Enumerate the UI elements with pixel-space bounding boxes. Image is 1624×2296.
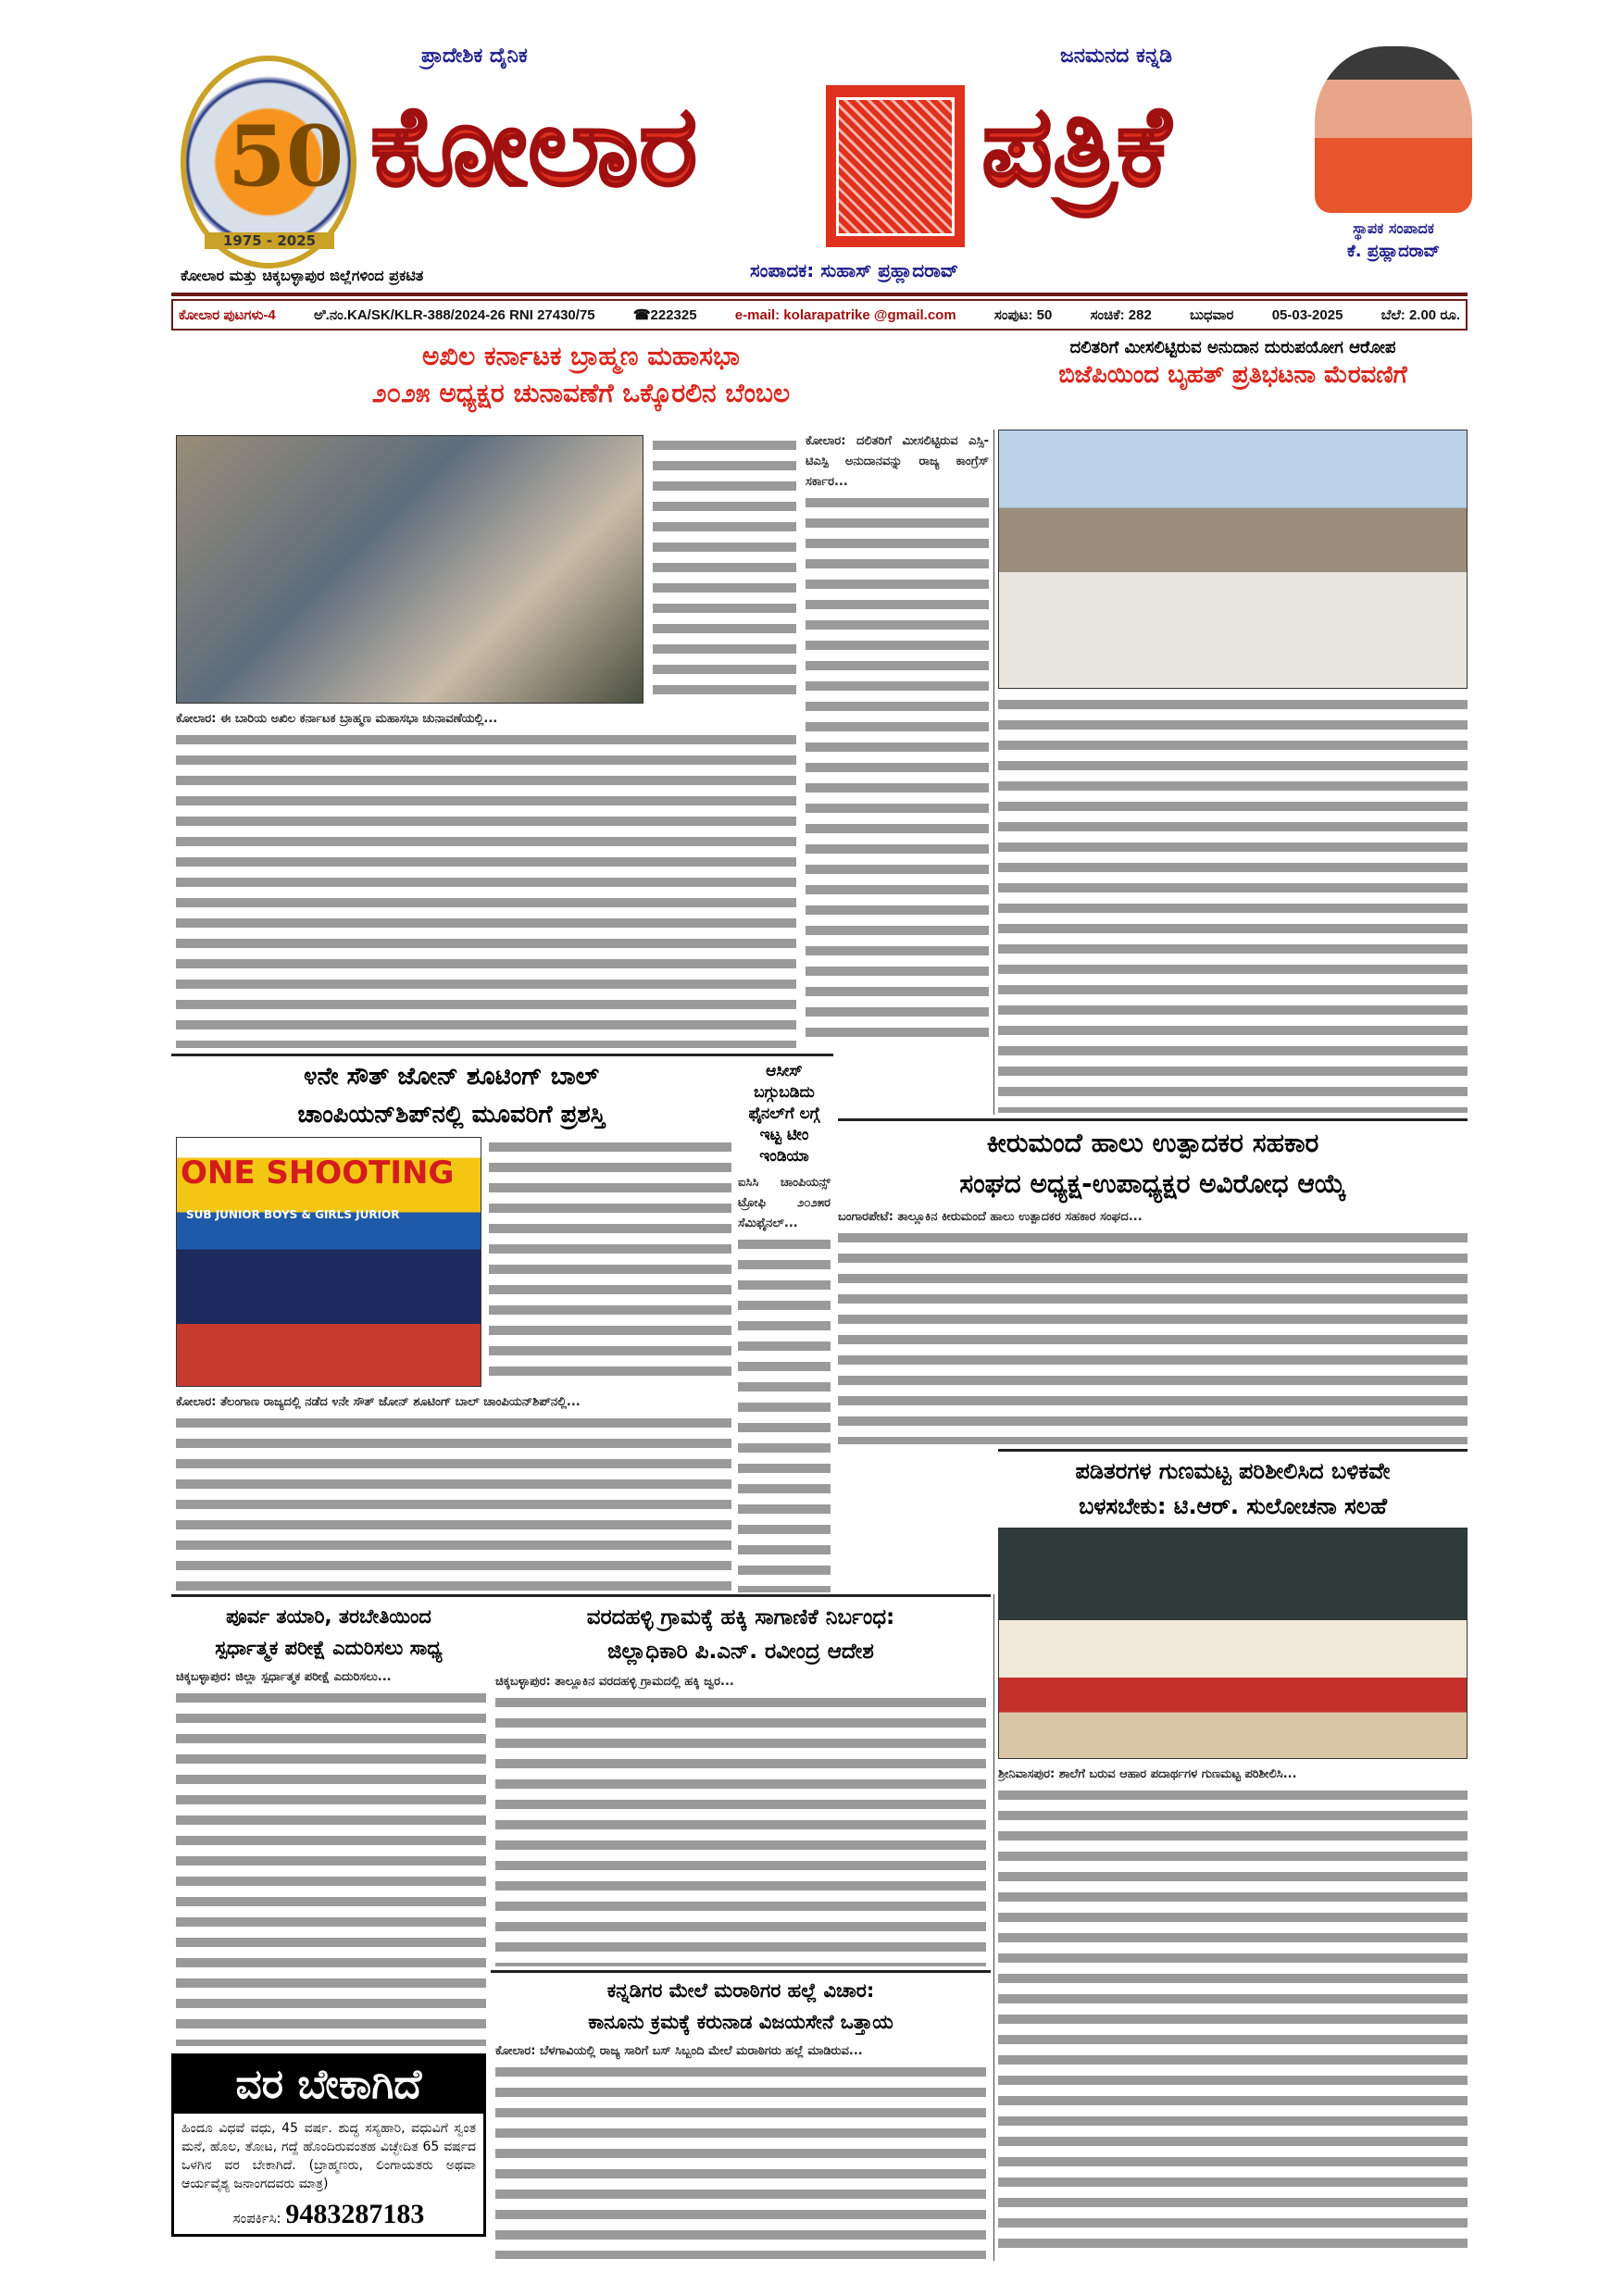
logo-number: 50 bbox=[228, 107, 344, 206]
weekday: ಬುಧವಾರ bbox=[1190, 306, 1234, 323]
pages-count: ಕೋಲಾರ ಪುಟಗಳು-4 bbox=[179, 306, 276, 323]
article-bird-headline-1: ವರದಹಳ್ಳಿ ಗ್ರಾಮಕ್ಕೆ ಹಕ್ಕಿ ಸಾಗಾಣಿಕೆ ನಿರ್ಬಂಧ: bbox=[586, 1605, 895, 1629]
section-rule bbox=[838, 1118, 1468, 1121]
section-rule bbox=[171, 1594, 991, 1597]
article-cricket-lead: ಐಸಿಸಿ ಚಾಂಪಿಯನ್ಸ್ ಟ್ರೋಫಿ ೨೦೨೫ರ ಸೆಮಿಫೈನಲ್... bbox=[738, 1175, 831, 1230]
masthead-emblem bbox=[826, 85, 965, 247]
classified-contact bbox=[174, 2199, 483, 2234]
section-rule bbox=[998, 1449, 1468, 1452]
classified-body: ಹಿಂದೂ ವಿಧವೆ ವಧು, 45 ವರ್ಷ. ಶುದ್ಧ ಸಸ್ಯಹಾರಿ, ವಧುವಿಗೆ ಸ್ವಂತ ಮನೆ, ಹೊಲ, ತೋಟ, ಗದ್ದೆ ಹೊಂದಿರುವಂತಹ ವಿಚ್ಛೇದಿತ 65 ವರ್ಷದ ಒಳಗಿನ ವರ ಬೇಕಾಗಿದೆ. (ಬ್ರಾಹ್ಮಣರು, ಲಿಂಗಾಯತರು ಅಥವಾ ಆರ್ಯವೈಶ್ಯ ಜನಾಂಗದವರು ಮಾತ್ರ) bbox=[181, 2121, 476, 2191]
issue-date: 05-03-2025 bbox=[1271, 306, 1343, 323]
article-brahmana-headlines bbox=[171, 339, 991, 430]
article-brahmana-body-top bbox=[653, 435, 796, 704]
contact-label: ಸಂಪರ್ಕಿಸಿ: bbox=[232, 2210, 281, 2227]
masthead-title-patrike: ಪತ್ರಿಕೆ bbox=[981, 81, 1171, 211]
article-dairy-headline-1: ಕೀರುಮಂದೆ ಹಾಲು ಉತ್ಪಾದಕರ ಸಹಕಾರ bbox=[986, 1128, 1319, 1158]
article-cricket bbox=[738, 1061, 831, 1592]
article-cricket-headline: ಆಸೀಸ್ ಬಗ್ಗುಬಡಿದು ಫೈನಲ್‌ಗೆ ಲಗ್ಗೆ ಇಟ್ಟ ಟೀಂ ಇಂಡಿಯಾ bbox=[748, 1062, 820, 1166]
article-shooting-lead: ಕೋಲಾರ: ತೆಲಂಗಾಣ ರಾಜ್ಯದಲ್ಲಿ ನಡೆದ ೪ನೇ ಸೌತ್ ಜೋನ್ ಶೂಟಿಂಗ್ ಬಾಲ್ ಚಾಂಪಿಯನ್‌ಶಿಪ್‌ನಲ್ಲಿ... bbox=[176, 1395, 581, 1410]
article-dairy-headline-2: ಸಂಘದ ಅಧ್ಯಕ್ಷ-ಉಪಾಧ್ಯಕ್ಷರ ಅವಿರೋಧ ಆಯ್ಕೆ bbox=[959, 1167, 1346, 1199]
article-ration bbox=[998, 1456, 1468, 2259]
article-brahmana-photo bbox=[176, 435, 643, 704]
article-bird-headline-2: ಜಿಲ್ಲಾಧಿಕಾರಿ ಪಿ.ಎನ್. ರವೀಂದ್ರ ಆದೇಶ bbox=[607, 1640, 874, 1665]
info-bar bbox=[171, 299, 1468, 331]
article-ration-headline-2: ಬಳಸಬೇಕು: ಟಿ.ಆರ್. ಸುಲೋಚನಾ ಸಲಹೆ bbox=[1079, 1493, 1387, 1520]
golden-jubilee-logo bbox=[181, 56, 356, 268]
article-exam-body bbox=[171, 1667, 486, 2046]
article-attack-headline-1: ಕನ್ನಡಿಗರ ಮೇಲೆ ಮರಾಠಿಗರ ಹಲ್ಲೆ ವಿಚಾರ: bbox=[606, 1979, 875, 2002]
email-address: e-mail: kolarapatrike @gmail.com bbox=[734, 306, 956, 323]
article-attack bbox=[491, 1978, 991, 2259]
article-brahmana-lead: ಕೋಲಾರ: ಈ ಬಾರಿಯ ಅಖಿಲ ಕರ್ನಾಟಕ ಬ್ರಾಹ್ಮಣ ಮಹಾಸಭಾ ಚುನಾವಣೆಯಲ್ಲಿ... bbox=[176, 712, 498, 726]
article-exam-headline-1: ಪೂರ್ವ ತಯಾರಿ, ತರಬೇತಿಯಿಂದ bbox=[226, 1605, 431, 1628]
founder-portrait bbox=[1315, 46, 1472, 213]
article-bjp-lead: ಕೋಲಾರ: ದಲಿತರಿಗೆ ಮೀಸಲಿಟ್ಟಿರುವ ಎಸ್ಸಿ-ಟಿಎಸ್ಪಿ ಅನುದಾನವನ್ನು ರಾಜ್ಯ ಕಾಂಗ್ರೆಸ್ ಸರ್ಕಾರ... bbox=[806, 434, 989, 489]
editor-credit: ಸಂಪಾದಕ: ಸುಹಾಸ್ ಪ್ರಹ್ಲಾದರಾವ್ bbox=[750, 259, 959, 281]
article-bjp-photo bbox=[998, 430, 1468, 689]
article-brahmana-body bbox=[176, 709, 796, 1048]
article-bjp-kicker: ದಲಿತರಿಗೆ ಮೀಸಲಿಟ್ಟಿರುವ ಅನುದಾನ ದುರುಪಯೋಗ ಆರೋಪ bbox=[1069, 338, 1396, 357]
article-attack-body bbox=[491, 2041, 991, 2259]
section-rule bbox=[491, 1970, 991, 1973]
article-bird-body bbox=[491, 1672, 991, 1966]
article-bjp-headline: ಬಿಜೆಪಿಯಿಂದ ಬೃಹತ್ ಪ್ರತಿಭಟನಾ ಮೆರವಣಿಗೆ bbox=[1058, 361, 1407, 390]
article-attack-lead: ಕೋಲಾರ: ಬೆಳಗಾವಿಯಲ್ಲಿ ರಾಜ್ಯ ಸಾರಿಗೆ ಬಸ್ ಸಿಬ್ಬಂದಿ ಮೇಲೆ ಮರಾಠಿಗರು ಹಲ್ಲೆ ಮಾಡಿರುವ... bbox=[495, 2043, 863, 2058]
classified-heading: ವರ ಬೇಕಾಗಿದೆ bbox=[174, 2056, 483, 2114]
article-exam-headline-2: ಸ್ಪರ್ಧಾತ್ಮಕ ಪರೀಕ್ಷೆ ಎದುರಿಸಲು ಸಾಧ್ಯ bbox=[215, 1637, 443, 1660]
phone-number: ☎222325 bbox=[632, 307, 697, 323]
photo-banner-text: ONE SHOOTING bbox=[181, 1154, 455, 1192]
article-bird-lead: ಚಿಕ್ಕಬಳ್ಳಾಪುರ: ತಾಲ್ಲೂಕಿನ ವರದಹಳ್ಳಿ ಗ್ರಾಮದಲ್ಲಿ ಹಕ್ಕಿ ಜ್ವರ... bbox=[495, 1675, 734, 1690]
masthead-title-kolara: ಕೋಲಾರ bbox=[370, 81, 698, 211]
tagline-left: ಪ್ರಾದೇಶಿಕ ದೈನಿಕ bbox=[421, 44, 528, 68]
registration-number: ಅಿ.ನಂ.KA/SK/KLR-388/2024-26 RNI 27430/75 bbox=[313, 306, 595, 323]
article-shooting-body-right bbox=[489, 1137, 731, 1387]
column-divider bbox=[993, 1594, 994, 2261]
article-dairy-lead: ಬಂಗಾರಪೇಟೆ: ತಾಲ್ಲೂಕಿನ ಕೀರುಮಂದೆ ಹಾಲು ಉತ್ಪಾದಕರ ಸಹಕಾರ ಸಂಘದ... bbox=[838, 1209, 1143, 1224]
article-shooting-photo bbox=[176, 1137, 481, 1387]
article-bird bbox=[491, 1603, 991, 1966]
article-ration-headline-1: ಪಡಿತರಗಳ ಗುಣಮಟ್ಟ ಪರಿಶೀಲಿಸಿದ ಬಳಿಕವೇ bbox=[1075, 1458, 1391, 1484]
classified-ad bbox=[171, 2053, 486, 2237]
contact-number: 9483287183 bbox=[285, 2199, 425, 2229]
article-attack-headline-2: ಕಾನೂನು ಕ್ರಮಕ್ಕೆ ಕರುನಾಡ ವಿಜಯಸೇನೆ ಒತ್ತಾಯ bbox=[588, 2011, 893, 2034]
founder-label: ಸ್ಥಾಪಕ ಸಂಪಾದಕ bbox=[1353, 219, 1434, 237]
article-brahmana-headline-1: ಅಖಿಲ ಕರ್ನಾಟಕ ಬ್ರಾಹ್ಮಣ ಮಹಾಸಭಾ bbox=[421, 341, 741, 371]
logo-years: 1975 - 2025 bbox=[205, 232, 334, 249]
article-shooting-headline-2: ಚಾಂಪಿಯನ್‌ಶಿಪ್‌ನಲ್ಲಿ ಮೂವರಿಗೆ ಪ್ರಶಸ್ತಿ bbox=[297, 1101, 606, 1129]
section-rule bbox=[171, 1054, 833, 1056]
issue: ಸಂಚಿಕೆ: 282 bbox=[1090, 306, 1152, 323]
tagline-right: ಜನಮನದ ಕನ್ನಡಿ bbox=[1060, 44, 1173, 68]
article-shooting-body bbox=[171, 1392, 731, 1592]
article-ration-body bbox=[998, 1765, 1468, 2259]
column-divider bbox=[993, 430, 994, 1115]
article-exam-lead: ಚಿಕ್ಕಬಳ್ಳಾಪುರ: ಜಿಲ್ಲಾ ಸ್ಪರ್ಧಾತ್ಮಕ ಪರೀಕ್ಷೆ ಎದುರಿಸಲು... bbox=[176, 1669, 392, 1684]
article-ration-lead: ಶ್ರೀನಿವಾಸಪುರ: ಶಾಲೆಗೆ ಬರುವ ಆಹಾರ ಪದಾರ್ಥಗಳ ಗುಣಮಟ್ಟ ಪರಿಶೀಲಿಸಿ... bbox=[998, 1766, 1297, 1781]
article-shooting-media-row bbox=[171, 1137, 731, 1387]
published-from: ಕೋಲಾರ ಮತ್ತು ಚಿಕ್ಕಬಳ್ಳಾಪುರ ಜಿಲ್ಲೆಗಳಿಂದ ಪ್ರಕಟಿತ bbox=[181, 267, 424, 284]
article-dairy bbox=[838, 1126, 1468, 1444]
article-exam bbox=[171, 1603, 486, 2046]
article-shooting bbox=[171, 1061, 731, 1592]
article-bjp-body-left bbox=[806, 431, 989, 1048]
price: ಬೆಲೆ: 2.00 ರೂ. bbox=[1380, 306, 1460, 323]
article-shooting-headline-1: ೪ನೇ ಸೌತ್ ಜೋನ್ ಶೂಟಿಂಗ್ ಬಾಲ್ bbox=[304, 1063, 599, 1091]
article-cricket-body bbox=[738, 1173, 831, 1592]
article-ration-photo bbox=[998, 1528, 1468, 1759]
article-dairy-body bbox=[838, 1207, 1468, 1444]
article-bjp-body bbox=[998, 694, 1468, 1113]
article-brahmana-headline-2: ೨೦೨೫ ಅಧ್ಯಕ್ಷರ ಚುನಾವಣೆಗೆ ಒಕ್ಕೊರಲಿನ ಬೆಂಬಲ bbox=[371, 377, 791, 408]
photo-sub-text: SUB JUNIOR BOYS & GIRLS JURIOR bbox=[186, 1208, 400, 1222]
masthead-rule bbox=[171, 293, 1468, 296]
article-bjp-headlines bbox=[998, 337, 1468, 426]
volume: ಸಂಪುಟ: 50 bbox=[993, 306, 1053, 323]
founder-name: ಕೆ. ಪ್ರಹ್ಲಾದರಾವ್ bbox=[1346, 242, 1441, 261]
